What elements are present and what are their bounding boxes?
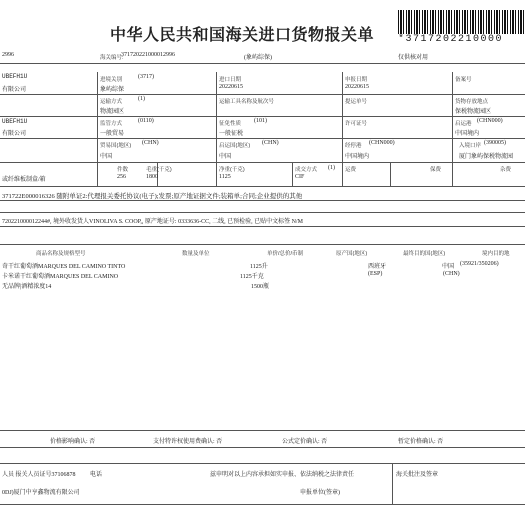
remark: 仅供核对用 bbox=[398, 55, 429, 61]
col-domestic: 境内目的地 bbox=[482, 251, 510, 257]
pieces: 256 bbox=[117, 174, 126, 180]
entry-border-code: (390005) bbox=[484, 140, 506, 146]
entry-border: 厦门象屿保税物流园 bbox=[459, 154, 514, 160]
storage-label: 货物存放地点 bbox=[455, 99, 489, 105]
pieces-label: 件数 bbox=[117, 167, 129, 173]
customs-note: 海关批注及签章 bbox=[396, 472, 439, 478]
import-date: 20220615 bbox=[219, 84, 243, 90]
formula-price-confirm: 公式定价确认: 否 bbox=[282, 439, 328, 445]
statement: 兹申明对以上内容承担如实申报、依法纳税之法律责任 bbox=[210, 472, 355, 478]
deal-label: 成交方式 bbox=[295, 167, 318, 173]
depart-country-label: 启运国(地区) bbox=[219, 143, 251, 149]
attached-documents: 371722E000016326 随附单证2:代理报关委托协议(电子);发票;原产地证据文件;装箱单;合同;企业提供的其他 bbox=[2, 193, 303, 200]
levy: 一般征税 bbox=[219, 131, 244, 137]
goods-row-1-dest: 中国 bbox=[442, 264, 455, 270]
gross-label: 毛重(千克) bbox=[146, 167, 172, 173]
left-id: 2996 bbox=[2, 52, 14, 58]
goods-row-1-name: 奇干红葡萄酒MARQUES DEL CAMINO TINTO bbox=[2, 264, 126, 270]
bill-label: 提运单号 bbox=[345, 99, 368, 105]
declarant: 人员 报关人员证号37106878 bbox=[2, 472, 76, 478]
goods-row-2-qty: 1125千克 bbox=[240, 274, 264, 280]
price-influence-confirm: 价格影响确认: 否 bbox=[50, 439, 96, 445]
trade-country-code: (CHN) bbox=[142, 140, 159, 146]
barcode-text: *3717202210000 bbox=[398, 34, 504, 45]
freight-label: 运费 bbox=[345, 167, 357, 173]
origin-port-code: (CHN000) bbox=[477, 118, 503, 124]
supervision: 一般贸易 bbox=[100, 131, 125, 137]
entry-port: 象屿综保 bbox=[100, 87, 125, 93]
entry-port-code: (3717) bbox=[138, 74, 154, 80]
consignee-name: 有限公司 bbox=[2, 87, 27, 93]
net: 1125 bbox=[219, 174, 231, 180]
trade-country-label: 贸易国(地区) bbox=[100, 143, 132, 149]
entry-port-label: 进境关别 bbox=[100, 77, 123, 83]
barcode bbox=[398, 10, 525, 34]
declare-unit: 申报单位(签章) bbox=[300, 490, 340, 496]
stop-port: 中国境内 bbox=[345, 154, 370, 160]
marks-remarks: 720221000012244#, 境外收发货人VINOLIVA S. COOP,, 原产地证号: 0333636-CC, 二线, 已预检验, 已贴中文标签 N/M bbox=[2, 219, 303, 225]
royalty-confirm: 支付特许权使用费确认: 否 bbox=[153, 439, 223, 445]
declare-date-label: 申报日期 bbox=[345, 77, 368, 83]
stop-port-label: 经停港 bbox=[345, 143, 362, 149]
levy-label: 征免性质 bbox=[219, 121, 242, 127]
transport-code: (1) bbox=[138, 96, 145, 102]
col-price: 单价/总价/币制 bbox=[267, 251, 304, 257]
pack-type: 或纤维板制盒/箱 bbox=[2, 177, 46, 183]
goods-row-2-name: 卡米诺干红葡萄酒MARQUES DEL CAMINO bbox=[2, 274, 119, 280]
insurance-label: 保费 bbox=[430, 167, 442, 173]
depart-country-code: (CHN) bbox=[262, 140, 279, 146]
transport-label: 运输方式 bbox=[100, 99, 123, 105]
document-title: 中华人民共和国海关进口货物报关单 bbox=[110, 25, 375, 44]
net-label: 净重(千克) bbox=[219, 167, 245, 173]
provisional-price-confirm: 暂定价格确认: 否 bbox=[398, 439, 444, 445]
deal: CIF bbox=[295, 174, 305, 180]
supervision-label: 监管方式 bbox=[100, 121, 123, 127]
depart-country: 中国 bbox=[219, 154, 232, 160]
license-label: 许可证号 bbox=[345, 121, 368, 127]
col-dest: 最终目的国(地区) bbox=[403, 251, 446, 257]
col-name: 商品名称及规格型号 bbox=[36, 251, 86, 257]
record-no-label: 备案号 bbox=[455, 77, 472, 83]
storage: 保税物流园区 bbox=[455, 109, 492, 115]
goods-row-2-origin-code: (ESP) bbox=[368, 271, 383, 277]
stop-port-code: (CHN000) bbox=[369, 140, 395, 146]
goods-row-1-qty: 1125升 bbox=[250, 264, 268, 270]
goods-row-3-name: 无品牌|酒精浓度14 bbox=[2, 284, 52, 290]
gross: 1800 bbox=[146, 174, 158, 180]
entry-border-label: 入境口岸 bbox=[459, 143, 482, 149]
levy-code: (101) bbox=[254, 118, 267, 124]
import-date-label: 进口日期 bbox=[219, 77, 242, 83]
deal-code: (1) bbox=[328, 165, 335, 171]
consumer-code: UBEFH1U bbox=[2, 118, 28, 125]
consumer-name: 有限公司 bbox=[2, 131, 27, 137]
vessel-label: 运输工具名称及航次号 bbox=[219, 99, 275, 105]
consignee-code: UBEFH1U bbox=[2, 73, 28, 80]
phone-label: 电话 bbox=[90, 472, 103, 478]
goods-row-3-qty: 1500瓶 bbox=[251, 284, 270, 290]
misc-label: 杂费 bbox=[500, 167, 512, 173]
customs-no-label: 海关编号: bbox=[100, 55, 124, 61]
declare-date: 20220615 bbox=[345, 84, 369, 90]
goods-row-1-domestic: (35921/350206) bbox=[460, 261, 499, 267]
declaring-company: 0DJ)厦门中亨鑫物流有限公司 bbox=[2, 490, 80, 496]
col-qty: 数量及单位 bbox=[182, 251, 210, 257]
origin-port: 中国境内 bbox=[455, 131, 480, 137]
goods-row-1-origin: 西班牙 bbox=[368, 264, 387, 270]
trade-country: 中国 bbox=[100, 154, 113, 160]
transport: 物流园区 bbox=[100, 109, 125, 115]
customs-no: 371720221000012996 bbox=[121, 52, 175, 58]
supervision-code: (0110) bbox=[138, 118, 154, 124]
origin-port-label: 启运港 bbox=[455, 121, 472, 127]
customs-area: (象屿综保) bbox=[244, 55, 272, 61]
goods-row-2-dest-code: (CHN) bbox=[443, 271, 460, 277]
col-origin: 原产国(地区) bbox=[336, 251, 368, 257]
